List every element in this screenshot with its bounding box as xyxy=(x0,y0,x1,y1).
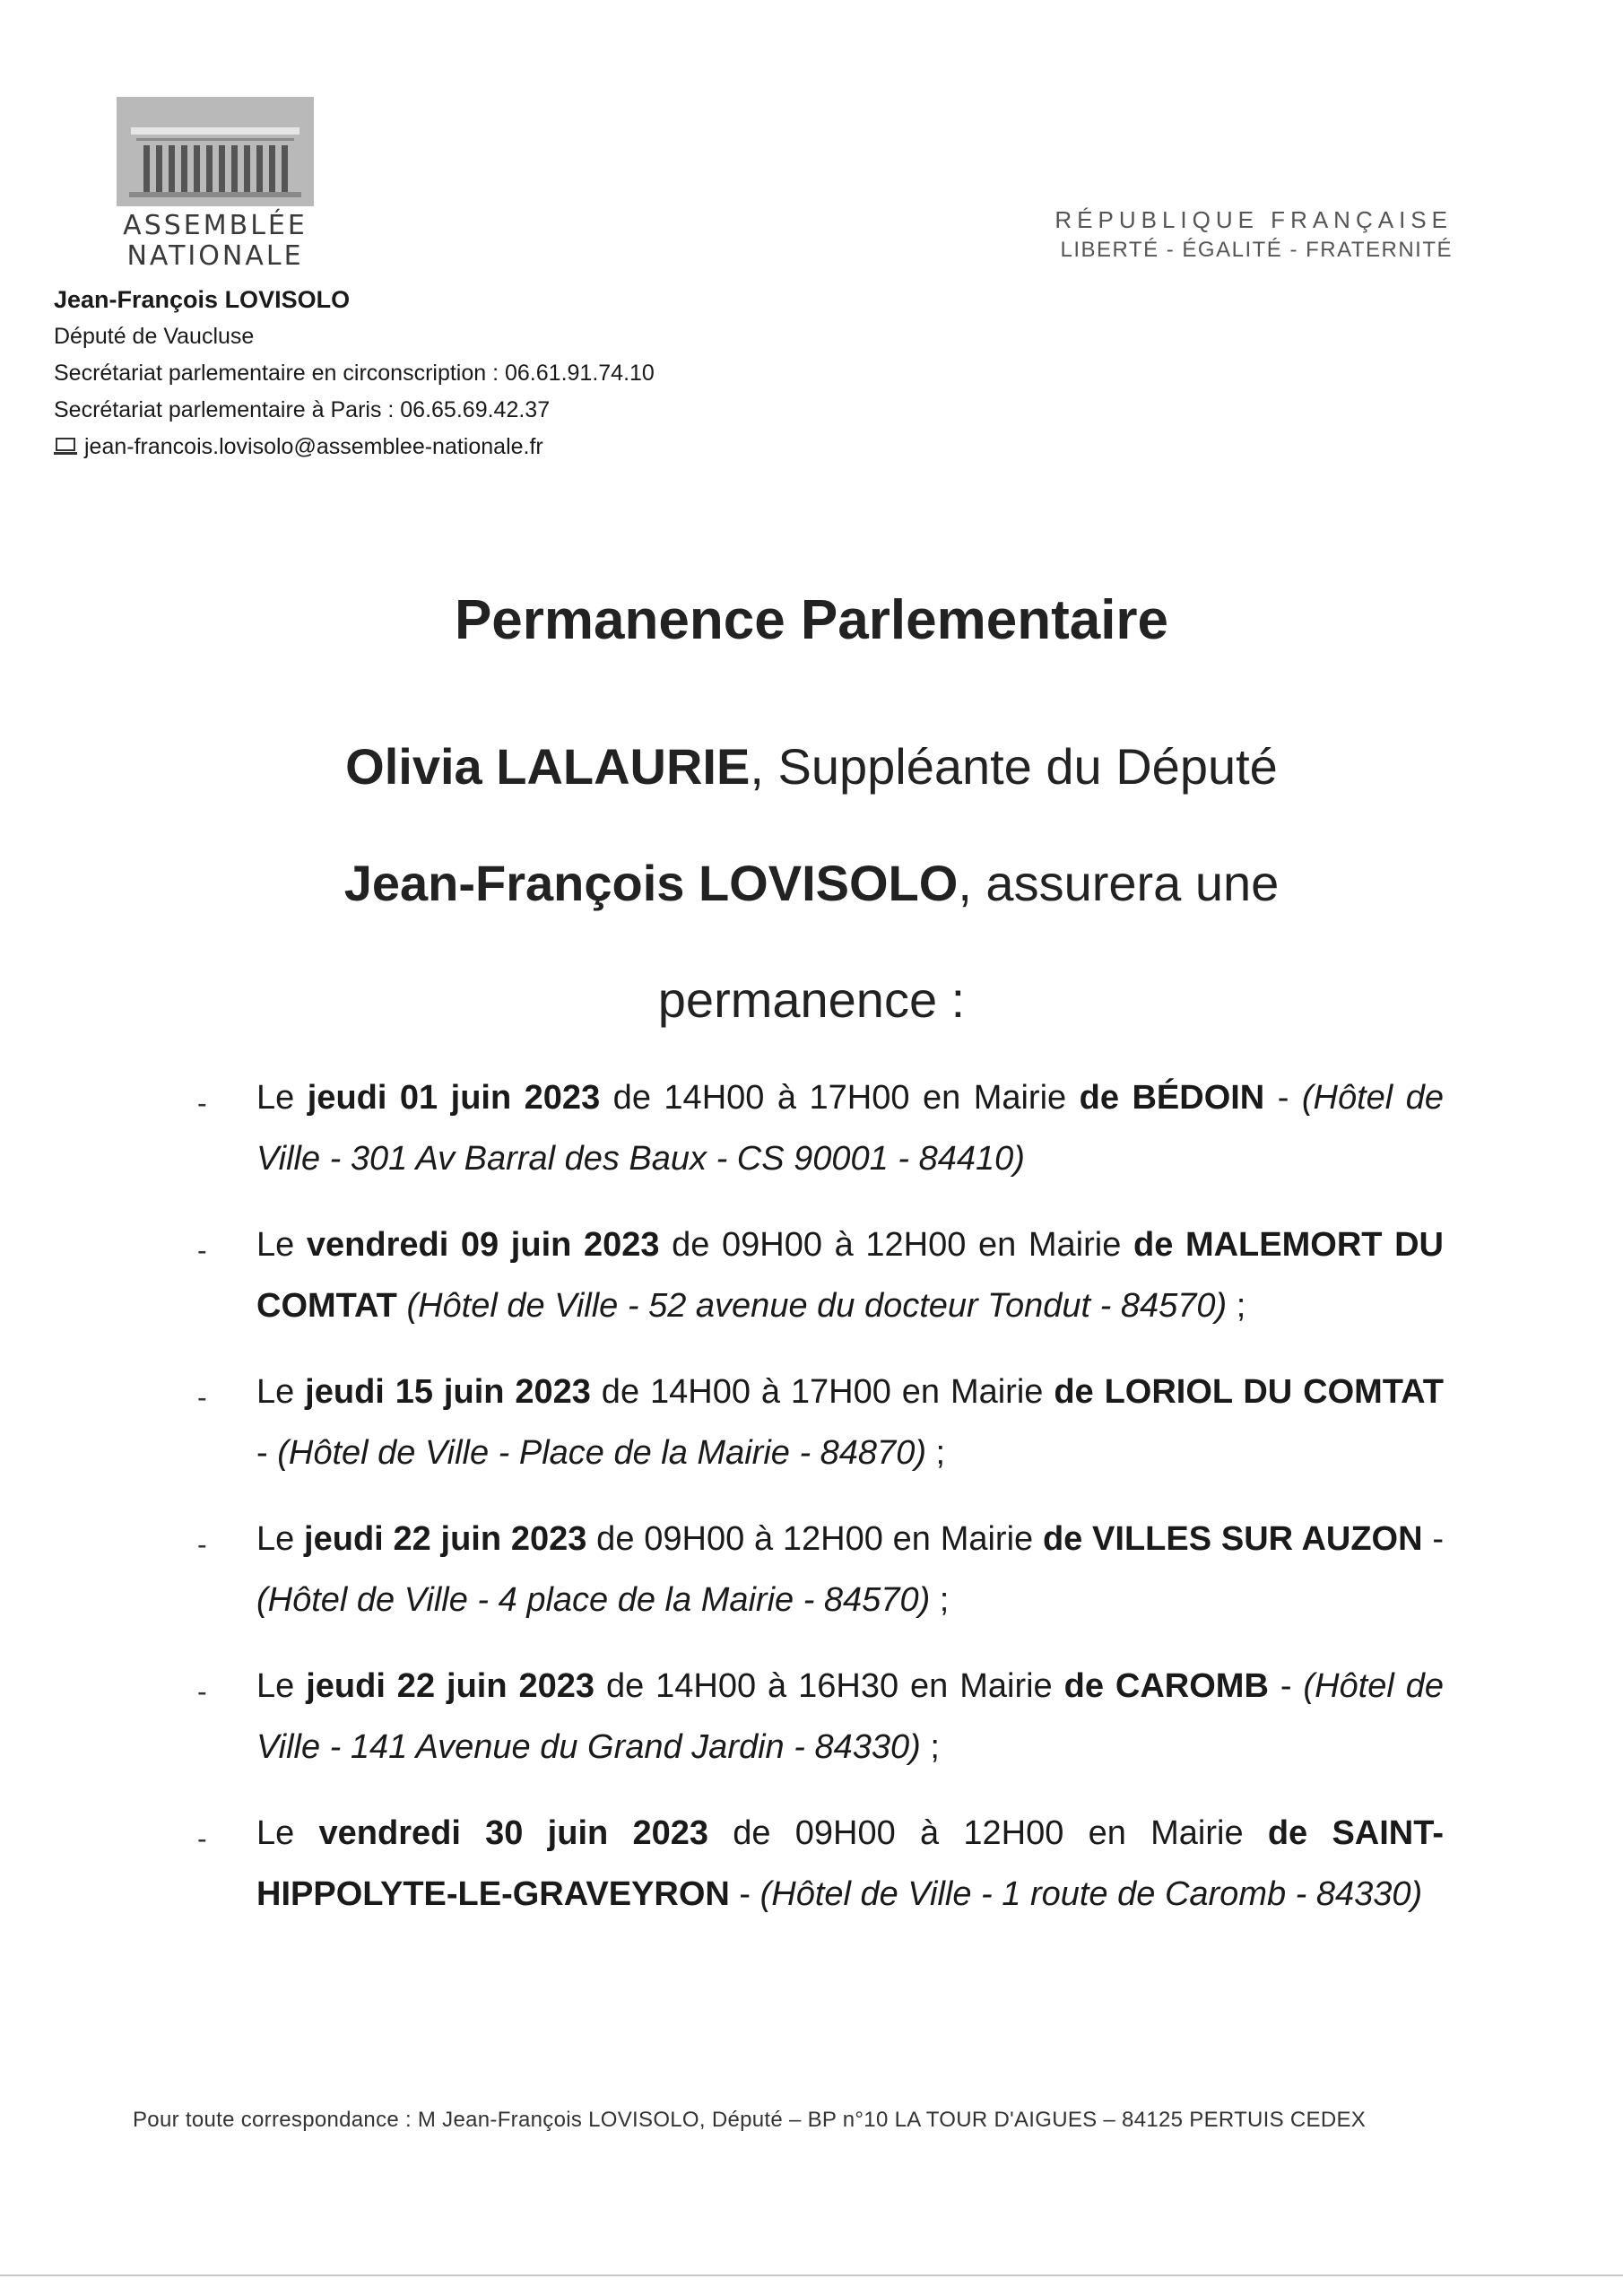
event-place: de CAROMB xyxy=(1063,1667,1269,1705)
event-date: vendredi 30 juin 2023 xyxy=(318,1814,709,1852)
phone-circonscription: Secrétariat parlementaire en circonscription : 06.61.91.74.10 xyxy=(54,361,655,386)
substitute-name: Olivia LALAURIE xyxy=(345,738,751,795)
event-hours: de 09H00 à 12H00 en Mairie xyxy=(708,1814,1268,1852)
list-dash: - xyxy=(197,1528,207,1561)
event-place: de VILLES SUR AUZON xyxy=(1042,1520,1423,1558)
event-hours: de 09H00 à 12H00 en Mairie xyxy=(659,1226,1133,1264)
event-place: de LORIOL DU COMTAT xyxy=(1054,1373,1445,1411)
event-date: vendredi 09 juin 2023 xyxy=(306,1226,660,1264)
deputy-name-intro: Jean-François LOVISOLO xyxy=(343,855,959,911)
event-sep: - xyxy=(1264,1079,1302,1117)
contact-block xyxy=(54,282,655,465)
event-sep: - xyxy=(729,1875,760,1913)
event-text: Le xyxy=(256,1814,319,1852)
event-text: Le xyxy=(256,1520,305,1558)
event-end: ; xyxy=(920,1728,940,1766)
permanence-list xyxy=(197,1067,1444,1950)
list-item xyxy=(197,1656,1444,1778)
intro-line-1 xyxy=(0,709,1623,825)
assemblee-nationale-logo xyxy=(109,97,321,272)
intro-paragraph xyxy=(0,709,1623,1058)
phone-paris: Secrétariat parlementaire à Paris : 06.65.69.42.37 xyxy=(54,397,551,422)
list-item xyxy=(197,1361,1444,1483)
event-sep: - xyxy=(1268,1667,1304,1705)
devise-line: LIBERTÉ - ÉGALITÉ - FRATERNITÉ xyxy=(1060,238,1453,262)
event-address: (Hôtel de Ville - Place de la Mairie - 84870) xyxy=(277,1434,926,1472)
event-text: Le xyxy=(256,1373,306,1411)
republique-francaise-header xyxy=(1055,204,1453,265)
event-date: jeudi 01 juin 2023 xyxy=(307,1079,601,1117)
event-sep xyxy=(397,1287,407,1325)
event-end: ; xyxy=(925,1434,946,1472)
event-sep: - xyxy=(1422,1520,1444,1558)
event-date: jeudi 22 juin 2023 xyxy=(304,1520,587,1558)
event-address: (Hôtel de Ville - 1 route de Caromb - 84330) xyxy=(759,1875,1423,1913)
list-dash: - xyxy=(197,1234,207,1266)
list-dash: - xyxy=(197,1822,207,1855)
logo-line-1: ASSEMBLÉE xyxy=(123,210,308,241)
list-item xyxy=(197,1509,1444,1631)
event-hours: de 14H00 à 17H00 en Mairie xyxy=(590,1373,1055,1411)
event-text: Le xyxy=(256,1079,308,1117)
list-item xyxy=(197,1803,1444,1925)
event-text: Le xyxy=(256,1667,307,1705)
event-hours: de 14H00 à 17H00 en Mairie xyxy=(600,1079,1080,1117)
event-sep: - xyxy=(256,1434,278,1472)
intro-line-3: permanence : xyxy=(657,971,966,1028)
deputy-name: Jean-François LOVISOLO xyxy=(54,286,351,313)
email-address[interactable]: jean-francois.lovisolo@assemblee-nationale.fr xyxy=(84,434,543,459)
deputy-role: Député de Vaucluse xyxy=(54,324,255,349)
list-dash: - xyxy=(197,1087,207,1119)
list-dash: - xyxy=(197,1675,207,1708)
palais-bourbon-icon xyxy=(117,97,314,206)
intro-line-2 xyxy=(0,825,1623,942)
event-address: (Hôtel de Ville - 301 Av Barral des Baux - CS 90001 - 84410) xyxy=(256,1079,1444,1178)
event-place: de BÉDOIN xyxy=(1079,1079,1265,1117)
event-hours: de 14H00 à 16H30 en Mairie xyxy=(595,1667,1064,1705)
event-address: (Hôtel de Ville - 141 Avenue du Grand Jardin - 84330) xyxy=(256,1667,1444,1766)
event-end: ; xyxy=(1227,1287,1246,1325)
email-line xyxy=(54,429,655,465)
list-item xyxy=(197,1067,1444,1189)
intro-line-1-text: , Suppléante du Député xyxy=(750,738,1278,795)
event-date: jeudi 15 juin 2023 xyxy=(305,1373,591,1411)
computer-icon xyxy=(54,438,77,456)
event-date: jeudi 22 juin 2023 xyxy=(306,1667,595,1705)
list-item xyxy=(197,1214,1444,1336)
event-address: (Hôtel de Ville - 52 avenue du docteur Tondut - 84570) xyxy=(406,1287,1228,1325)
event-address: (Hôtel de Ville - 4 place de la Mairie - 84570) xyxy=(256,1581,931,1619)
event-end: ; xyxy=(930,1581,950,1619)
event-text: Le xyxy=(256,1226,307,1264)
correspondence-footer: Pour toute correspondance : M Jean-François LOVISOLO, Député – BP n°10 LA TOUR D'AIGUES – 84125 PERTUIS CEDEX xyxy=(133,2108,1367,2132)
list-dash: - xyxy=(197,1381,207,1413)
logo-line-2: NATIONALE xyxy=(126,240,304,272)
event-place: de MALEMORT DU COMTAT xyxy=(256,1226,1444,1325)
page-title: Permanence Parlementaire xyxy=(454,589,1169,651)
bottom-rule xyxy=(0,2274,1623,2276)
event-place: de SAINT-HIPPOLYTE-LE-GRAVEYRON xyxy=(256,1814,1444,1913)
intro-line-2-text: , assurera une xyxy=(958,855,1280,911)
republique-line: RÉPUBLIQUE FRANÇAISE xyxy=(1055,206,1453,233)
event-hours: de 09H00 à 12H00 en Mairie xyxy=(586,1520,1043,1558)
